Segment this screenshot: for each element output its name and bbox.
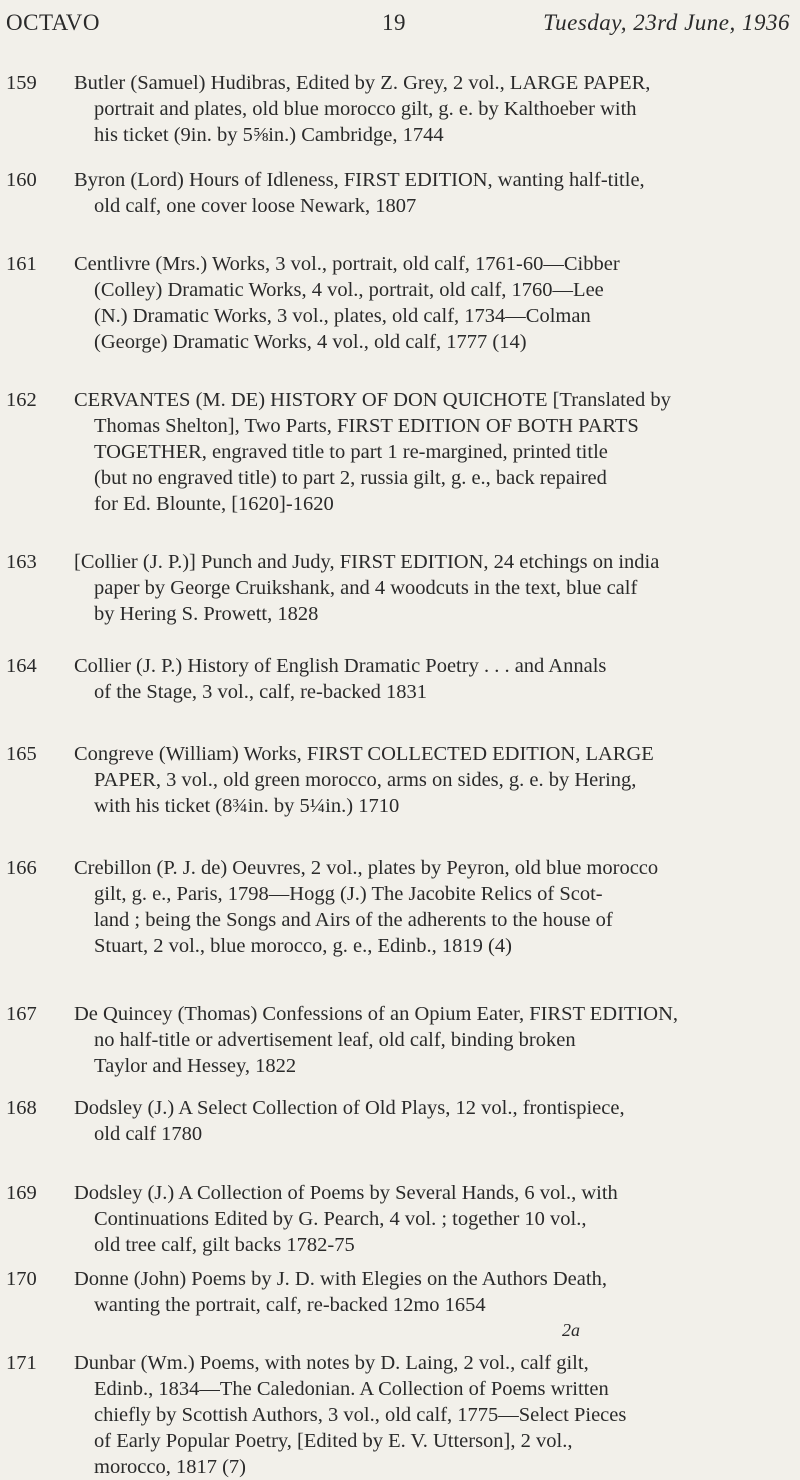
lot-description bbox=[74, 653, 790, 705]
description-line: Centlivre (Mrs.) Works, 3 vol., portrait, old calf, 1761-60—Cibber bbox=[74, 253, 620, 275]
lot-description bbox=[74, 1001, 790, 1079]
description-line: of Early Popular Poetry, [Edited by E. V. Utterson], 2 vol., bbox=[94, 1430, 573, 1452]
description-line: Congreve (William) Works, FIRST COLLECTED EDITION, LARGE bbox=[74, 743, 654, 765]
lot-number: 165 bbox=[6, 743, 37, 765]
lot-number: 163 bbox=[6, 551, 37, 573]
lot-number: 170 bbox=[6, 1268, 37, 1290]
description-line: PAPER, 3 vol., old green morocco, arms on sides, g. e. by Hering, bbox=[94, 769, 637, 791]
description-line: portrait and plates, old blue morocco gilt, g. e. by Kalthoeber with bbox=[94, 98, 637, 120]
description-line: Continuations Edited by G. Pearch, 4 vol. ; together 10 vol., bbox=[94, 1208, 587, 1230]
description-line: Dunbar (Wm.) Poems, with notes by D. Laing, 2 vol., calf gilt, bbox=[74, 1352, 589, 1374]
lot-description bbox=[74, 167, 790, 219]
lot-description bbox=[74, 855, 790, 959]
description-line: Dodsley (J.) A Select Collection of Old Plays, 12 vol., frontispiece, bbox=[74, 1097, 625, 1119]
lot-description bbox=[74, 70, 790, 148]
lot-description bbox=[74, 1180, 790, 1258]
description-line: Taylor and Hessey, 1822 bbox=[94, 1055, 297, 1077]
description-line: land ; being the Songs and Airs of the adherents to the house of bbox=[94, 909, 613, 931]
description-line: chiefly by Scottish Authors, 3 vol., old calf, 1775—Select Pieces bbox=[94, 1404, 627, 1426]
lot-description bbox=[74, 1350, 790, 1480]
page-number: 19 bbox=[382, 10, 406, 35]
lot-number: 169 bbox=[6, 1182, 37, 1204]
description-line: De Quincey (Thomas) Confessions of an Opium Eater, FIRST EDITION, bbox=[74, 1003, 679, 1025]
lot-number: 159 bbox=[6, 72, 37, 94]
lot-number: 162 bbox=[6, 389, 37, 411]
lot-number: 171 bbox=[6, 1352, 37, 1374]
lot-description bbox=[74, 1266, 790, 1318]
description-line: Collier (J. P.) History of English Dramatic Poetry . . . and Annals bbox=[74, 655, 607, 677]
description-line: by Hering S. Prowett, 1828 bbox=[94, 603, 319, 625]
lot-number: 167 bbox=[6, 1003, 37, 1025]
description-line: Edinb., 1834—The Caledonian. A Collection of Poems written bbox=[94, 1378, 609, 1400]
lot-description bbox=[74, 549, 790, 627]
lot-description bbox=[74, 387, 790, 517]
lot-number: 164 bbox=[6, 655, 37, 677]
description-line: Crebillon (P. J. de) Oeuvres, 2 vol., plates by Peyron, old blue morocco bbox=[74, 857, 659, 879]
lot-number: 166 bbox=[6, 857, 37, 879]
description-line: old calf, one cover loose Newark, 1807 bbox=[94, 195, 417, 217]
description-line: gilt, g. e., Paris, 1798—Hogg (J.) The Jacobite Relics of Scot- bbox=[94, 883, 603, 905]
description-line: Byron (Lord) Hours of Idleness, FIRST EDITION, wanting half-title, bbox=[74, 169, 645, 191]
description-line: for Ed. Blounte, [1620]-1620 bbox=[94, 493, 334, 515]
lot-description bbox=[74, 1095, 790, 1147]
description-line: no half-title or advertisement leaf, old calf, binding broken bbox=[94, 1029, 576, 1051]
description-line: Stuart, 2 vol., blue morocco, g. e., Edinb., 1819 (4) bbox=[94, 935, 512, 957]
lot-description bbox=[74, 741, 790, 819]
description-line: old tree calf, gilt backs 1782-75 bbox=[94, 1234, 355, 1256]
description-line: Dodsley (J.) A Collection of Poems by Several Hands, 6 vol., with bbox=[74, 1182, 618, 1204]
description-line: Thomas Shelton], Two Parts, FIRST EDITION OF BOTH PARTS bbox=[94, 415, 639, 437]
description-line: (Colley) Dramatic Works, 4 vol., portrait, old calf, 1760—Lee bbox=[94, 279, 604, 301]
description-line: TOGETHER, engraved title to part 1 re-margined, printed title bbox=[94, 441, 608, 463]
lot-number: 168 bbox=[6, 1097, 37, 1119]
description-line: (George) Dramatic Works, 4 vol., old calf, 1777 (14) bbox=[94, 331, 527, 353]
sale-date: Tuesday, 23rd June, 1936 bbox=[543, 10, 790, 35]
description-line: (N.) Dramatic Works, 3 vol., plates, old calf, 1734—Colman bbox=[94, 305, 591, 327]
description-line: Donne (John) Poems by J. D. with Elegies on the Authors Death, bbox=[74, 1268, 607, 1290]
section-title: OCTAVO bbox=[6, 10, 101, 35]
description-line: CERVANTES (M. DE) HISTORY OF DON QUICHOTE [Translated by bbox=[74, 389, 671, 411]
lot-number: 161 bbox=[6, 253, 37, 275]
description-line: paper by George Cruikshank, and 4 woodcuts in the text, blue calf bbox=[94, 577, 638, 599]
description-line: old calf 1780 bbox=[94, 1123, 203, 1145]
signature-mark: 2a bbox=[562, 1320, 580, 1340]
description-line: of the Stage, 3 vol., calf, re-backed 1831 bbox=[94, 681, 428, 703]
page-header bbox=[0, 0, 800, 60]
description-line: Butler (Samuel) Hudibras, Edited by Z. Grey, 2 vol., LARGE PAPER, bbox=[74, 72, 651, 94]
description-line: [Collier (J. P.)] Punch and Judy, FIRST EDITION, 24 etchings on india bbox=[74, 551, 660, 573]
description-line: morocco, 1817 (7) bbox=[94, 1456, 246, 1478]
lot-number: 160 bbox=[6, 169, 37, 191]
description-line: with his ticket (8¾in. by 5¼in.) 1710 bbox=[94, 795, 400, 817]
description-line: (but no engraved title) to part 2, russia gilt, g. e., back repaired bbox=[94, 467, 607, 489]
description-line: wanting the portrait, calf, re-backed 12mo 1654 bbox=[94, 1294, 486, 1316]
lot-description bbox=[74, 251, 790, 355]
description-line: his ticket (9in. by 5⅝in.) Cambridge, 1744 bbox=[94, 124, 444, 146]
